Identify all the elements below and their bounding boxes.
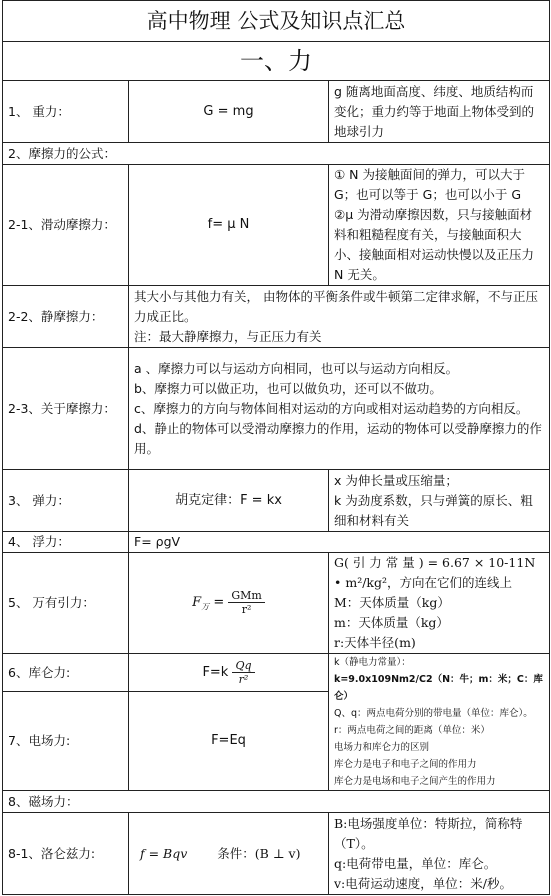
coulomb-note-2: k=9.0x109Nm2/C2（N：牛；m：米；C：库仑） — [334, 674, 543, 702]
sliding-friction-notes — [329, 165, 550, 286]
gravitation-note-4: r:天体半径(m) — [334, 635, 416, 650]
coulomb-denominator: r² — [238, 673, 249, 687]
lorentz-condition: 条件：(B ⊥ v) — [217, 845, 301, 861]
gravitation-note-2: M：天体质量（kg） — [334, 595, 450, 610]
sliding-friction-label: 2-1、滑动摩擦力： — [3, 165, 129, 286]
static-line-2: 注：最大静摩擦力，与正压力有关 — [134, 328, 322, 344]
sliding-note-2: ②μ 为滑动摩擦因数，只与接触面材料和粗糙程度有关，与接触面积大小、接触面相对运动快慢以及正压力 N 无关。 — [334, 207, 535, 282]
lorentz-note-1: B:电场强度单位：特斯拉，简称特（T）。 — [334, 815, 523, 851]
static-friction-label: 2-2、静摩擦力： — [3, 286, 129, 348]
friction-heading: 2、摩擦力的公式： — [3, 143, 550, 165]
gravitation-f-sub: 万 — [201, 602, 210, 612]
about-line-c: c、摩擦力的方向与物体间相对运动的方向或相对运动趋势的方向相反。 — [134, 400, 529, 416]
gravitation-formula — [129, 553, 329, 654]
coulomb-note-1: k（静电力常量）： — [334, 657, 411, 668]
coulomb-formula — [129, 654, 329, 692]
elastic-note-2: k 为劲度系数，只与弹簧的原长、粗细和材料有关 — [334, 492, 533, 528]
about-line-a: a 、摩擦力可以与运动方向相同，也可以与运动方向相反。 — [134, 360, 459, 376]
gravitation-eq: = — [213, 594, 225, 610]
elastic-notes — [329, 470, 550, 532]
formula-table — [2, 0, 550, 895]
coulomb-label: 6、库仑力: — [3, 654, 129, 692]
gravitation-denominator: r² — [241, 602, 252, 616]
lorentz-note-2: q:电荷带电量，单位：库仑。 — [334, 855, 497, 871]
electric-formula: F=Eq — [129, 692, 329, 791]
lorentz-note-3: v:电荷运动速度，单位：米/秒。 — [334, 875, 512, 891]
magnetic-heading: 8、磁场力： — [3, 791, 550, 813]
static-line-1: 其大小与其他力有关， 由物体的平衡条件或牛顿第二定律求解，不与正压力成正比。 — [134, 288, 538, 324]
elastic-note-1: x 为伸长量或压缩量； — [334, 472, 458, 488]
static-friction-text — [129, 286, 550, 348]
lorentz-notes — [329, 813, 550, 895]
about-friction-text — [129, 348, 550, 470]
gravitation-note-1: G( 引 力 常 量 ) = 6.67 × 10-11N • m²/kg²，方向在它们的连线上 — [334, 555, 536, 590]
coulomb-note-3: Q、q：两点电荷分别的带电量（单位：库仑）。 — [334, 708, 533, 719]
gravity-note: g 随离地面高度、纬度、地质结构而变化；重力约等于地面上物体受到的地球引力 — [329, 81, 550, 143]
about-line-d: d、静止的物体可以受滑动摩擦力的作用，运动的物体可以受静摩擦力的作用。 — [134, 420, 542, 456]
coulomb-note-5: 电场力和库仑力的区别 — [334, 742, 430, 753]
gravitation-fraction — [228, 589, 264, 616]
gravitation-numerator: GMm — [228, 589, 264, 603]
gravitation-notes — [329, 553, 550, 654]
lorentz-label: 8-1、洛仑兹力: — [3, 813, 129, 895]
coulomb-prefix: F=k — [202, 665, 229, 681]
coulomb-note-6: 库仑力是电子和电子之间的作用力 — [334, 759, 477, 770]
coulomb-note-7: 库仑力是电场和电子之间产生的作用力 — [334, 776, 496, 787]
section-title: 一、力 — [3, 42, 550, 81]
gravity-formula: G = mg — [129, 81, 329, 143]
electric-label: 7、电场力: — [3, 692, 129, 791]
coulomb-note-4: r：两点电荷之间的距离（单位：米） — [334, 725, 490, 736]
gravitation-note-3: m：天体质量（kg） — [334, 615, 449, 630]
coulomb-fraction — [232, 659, 254, 686]
about-line-b: b、摩擦力可以做正功，也可以做负功，还可以不做功。 — [134, 380, 442, 396]
sliding-friction-formula: f= μ N — [129, 165, 329, 286]
gravitation-label: 5、 万有引力： — [3, 553, 129, 654]
lorentz-formula: f = Bqv — [140, 845, 188, 861]
sliding-note-1: ① N 为接触面间的弹力，可以大于G；也可以等于 G；也可以小于 G — [334, 167, 526, 202]
elastic-formula: 胡克定律：F = kx — [129, 470, 329, 532]
coulomb-numerator: Qq — [232, 659, 254, 673]
page-title: 高中物理 公式及知识点汇总 — [3, 1, 550, 42]
about-friction-label: 2-3、关于摩擦力： — [3, 348, 129, 470]
coulomb-notes — [329, 654, 550, 791]
gravity-label: 1、 重力： — [3, 81, 129, 143]
gravitation-f: F — [192, 594, 202, 610]
buoyancy-label: 4、 浮力： — [3, 532, 129, 553]
buoyancy-formula: F= ρgV — [129, 532, 550, 553]
lorentz-formula-cell — [129, 813, 329, 895]
elastic-label: 3、 弹力： — [3, 470, 129, 532]
